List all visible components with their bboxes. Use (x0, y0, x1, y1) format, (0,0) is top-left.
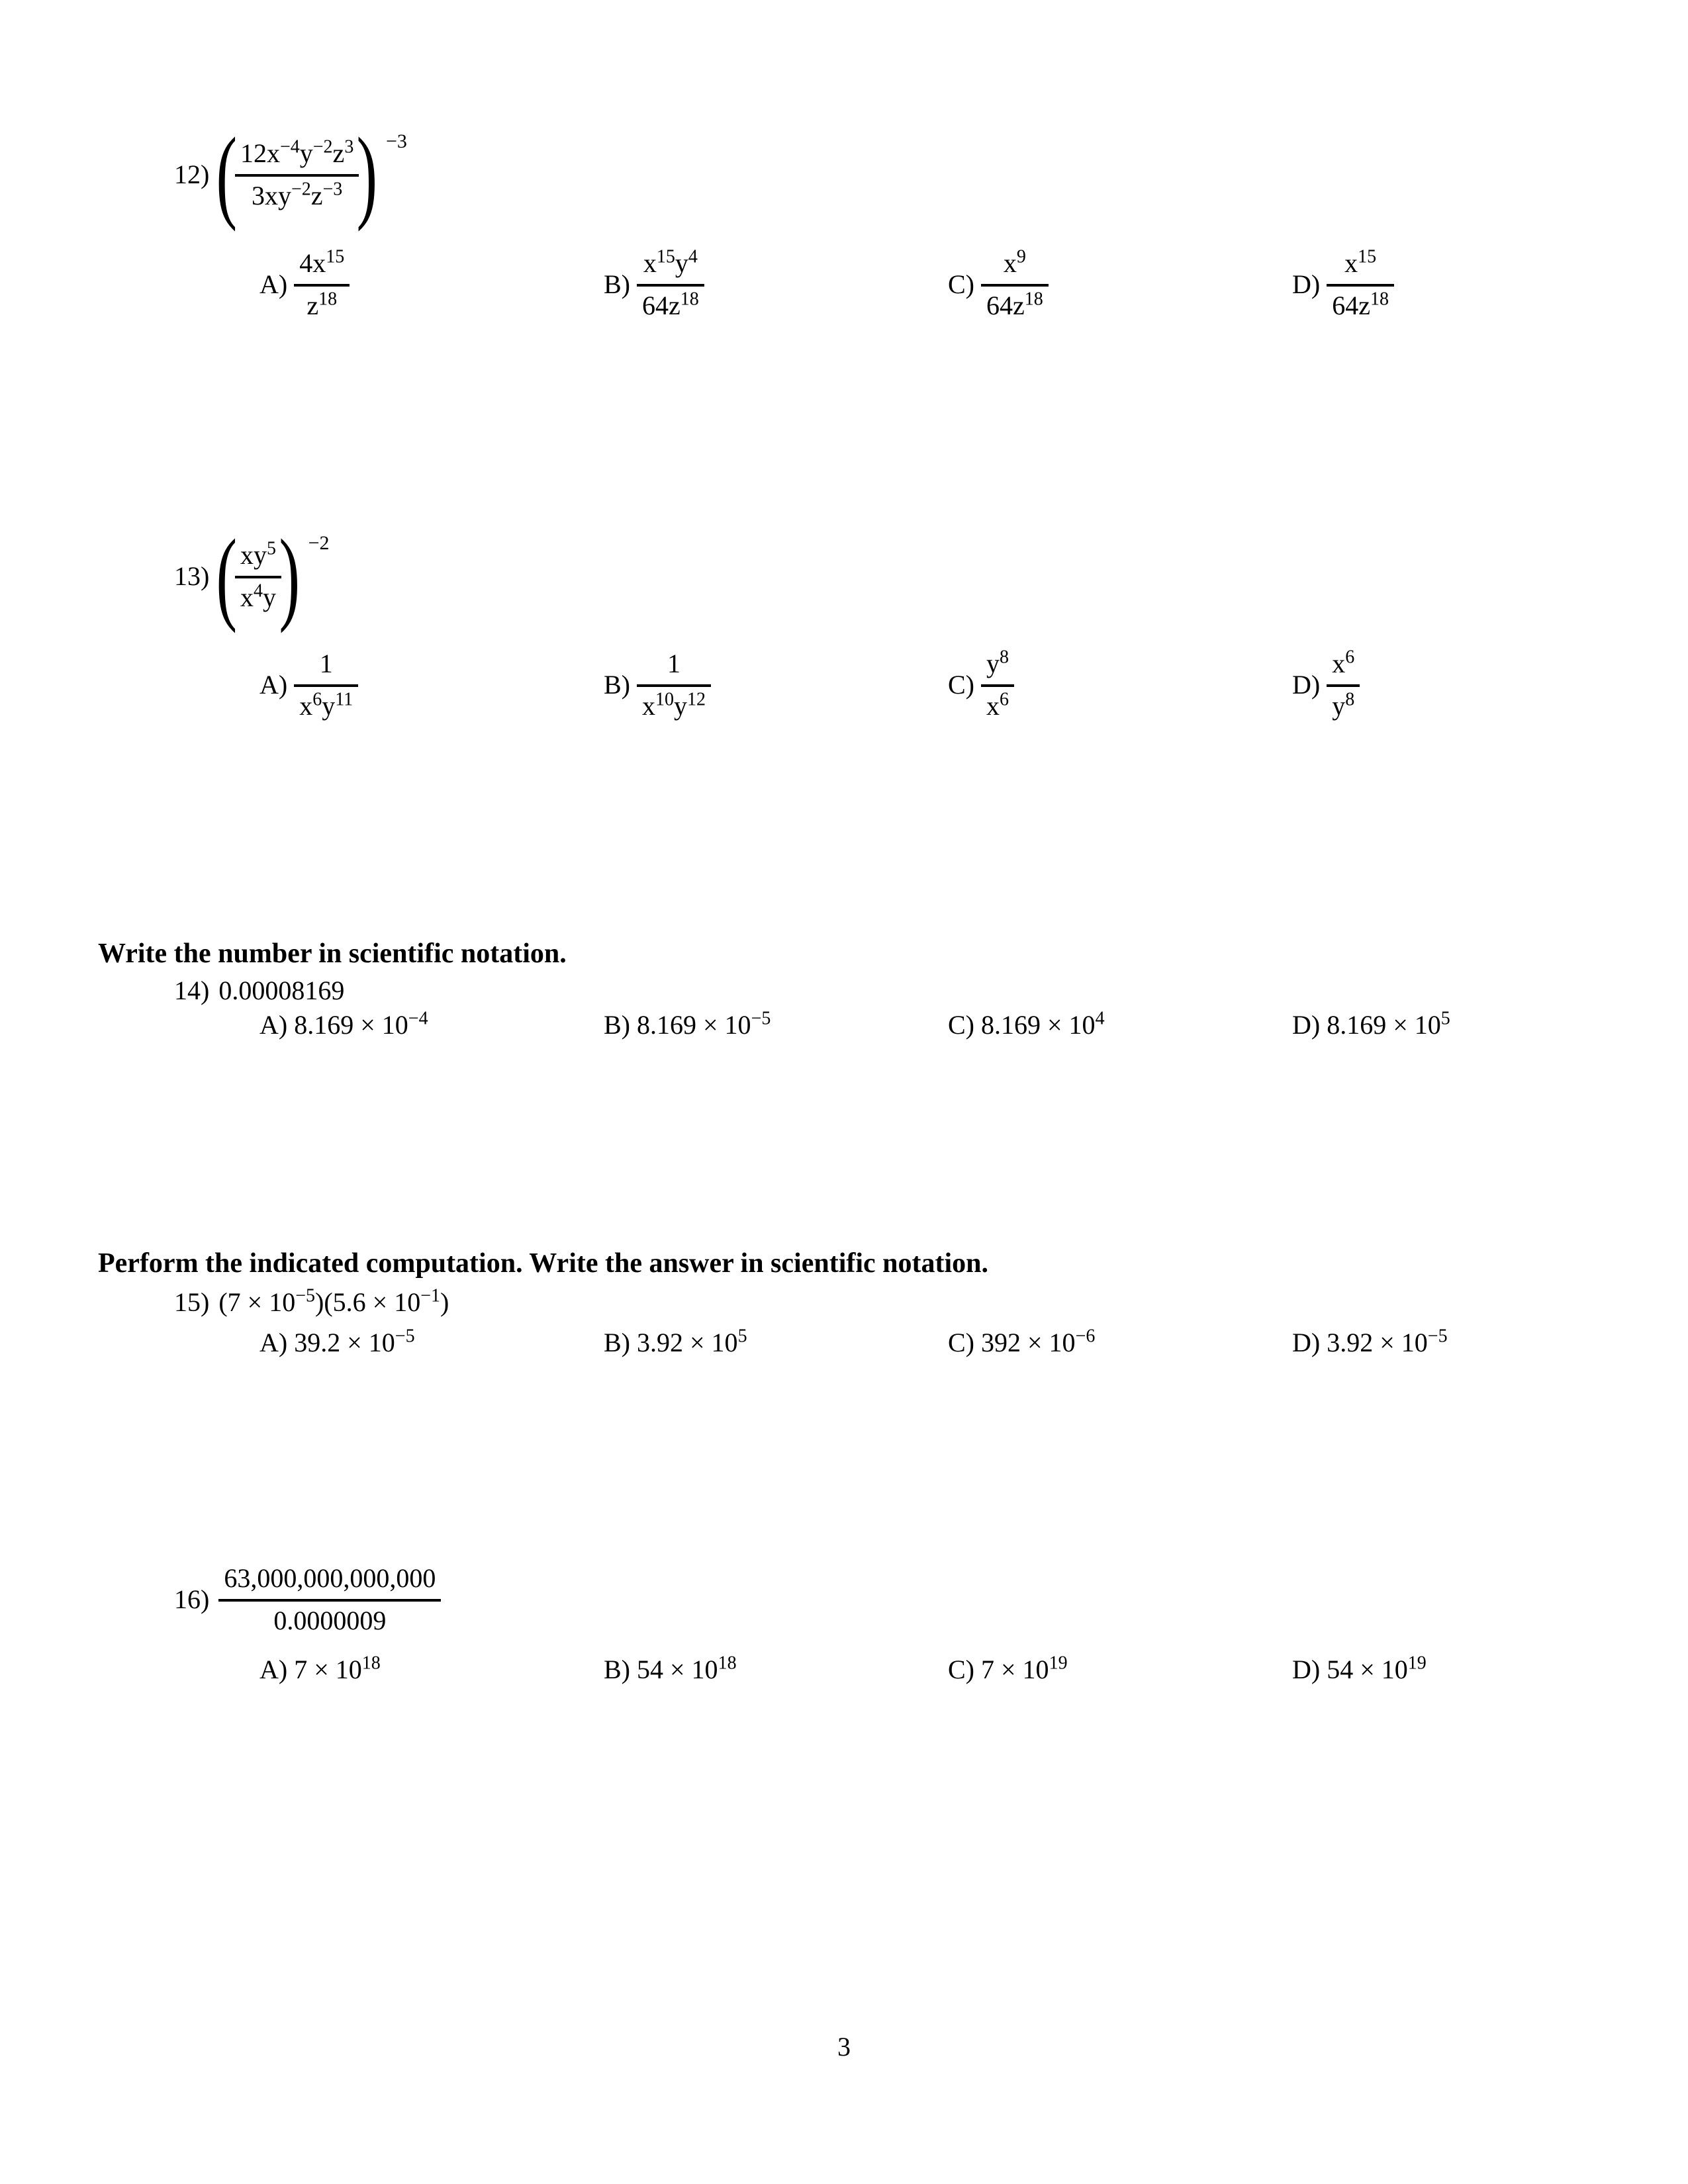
question-16-fraction (218, 1563, 441, 1636)
choice-b (604, 1655, 948, 1685)
choice-a (259, 248, 604, 321)
choice-label: C) (948, 1655, 974, 1684)
choice-label: A) (259, 269, 288, 299)
question-14-number: 14) (174, 976, 210, 1005)
fraction-denominator: $64z^{18}$ (986, 289, 1043, 320)
choice-d (1292, 649, 1636, 721)
choice-label: A) (259, 1010, 288, 1040)
fraction-numerator: $4x^{15}$ (294, 248, 350, 287)
fraction-numerator: 1 (294, 649, 358, 687)
open-paren: ( (216, 116, 238, 232)
choice-value: $7 \times 10^{19}$ (981, 1653, 1068, 1684)
choice-a (259, 649, 604, 721)
question-14-value: 0.00008169 (218, 976, 345, 1005)
choice-value: $39.2 \times 10^{-5}$ (294, 1326, 415, 1357)
choice-label: A) (259, 1655, 288, 1684)
choice-fraction (981, 649, 1014, 721)
choice-c (948, 1328, 1292, 1358)
choice-c (948, 649, 1292, 721)
question-13-stem (174, 518, 330, 634)
fraction-numerator: 1 (637, 649, 711, 687)
choice-value: $54 \times 10^{18}$ (637, 1653, 737, 1684)
choice-label: C) (948, 670, 974, 700)
question-15-expression: $(7 \times 10^{-5})(5.6 \times 10^{-1})$ (218, 1285, 449, 1317)
close-paren: ) (279, 518, 301, 634)
question-12-stem (174, 116, 407, 232)
fraction-numerator: $x^{15}y^4$ (637, 248, 704, 287)
choice-label: A) (259, 670, 288, 700)
choice-a (259, 1655, 604, 1685)
choice-value: $8.169 \times 10^{-5}$ (637, 1008, 771, 1040)
choice-value: $8.169 \times 10^4$ (981, 1008, 1105, 1040)
choice-value: $8.169 \times 10^{-4}$ (294, 1008, 428, 1040)
question-15-number: 15) (174, 1287, 210, 1317)
choice-d (1292, 248, 1636, 321)
choice-value: $392 \times 10^{-6}$ (981, 1326, 1096, 1357)
choice-label: D) (1292, 1655, 1321, 1684)
fraction-numerator: $y^8$ (981, 649, 1014, 687)
question-12-choices (259, 248, 1636, 321)
choice-label: D) (1292, 1010, 1321, 1040)
choice-value: $3.92 \times 10^{-5}$ (1327, 1326, 1448, 1357)
fraction-denominator: $x^6$ (986, 689, 1009, 721)
choice-c (948, 1655, 1292, 1685)
choice-fraction (981, 248, 1049, 321)
question-14-choices (259, 1010, 1636, 1040)
fraction-denominator: $x^4y$ (240, 580, 276, 613)
choice-value: $3.92 \times 10^5$ (637, 1326, 747, 1357)
choice-value: $7 \times 10^{18}$ (294, 1653, 381, 1684)
choice-b (604, 649, 948, 721)
close-paren: ) (356, 116, 378, 232)
choice-label: D) (1292, 269, 1321, 299)
choice-value: $54 \times 10^{19}$ (1327, 1653, 1427, 1684)
question-15-choices (259, 1328, 1636, 1358)
choice-label: C) (948, 1328, 974, 1357)
question-13-choices (259, 649, 1636, 721)
open-paren: ( (216, 518, 238, 634)
fraction-denominator: $z^{18}$ (306, 289, 338, 320)
heading-computation: Perform the indicated computation. Write the answer in scientific notation. (98, 1248, 989, 1279)
fraction-denominator: $x^{10}y^{12}$ (642, 689, 706, 721)
choice-d (1292, 1328, 1636, 1358)
fraction-numerator: $x^6$ (1327, 649, 1360, 687)
question-12-fraction (235, 138, 359, 211)
choice-label: B) (604, 670, 630, 700)
choice-fraction (294, 248, 350, 321)
choice-label: B) (604, 1655, 630, 1684)
question-16-number: 16) (174, 1584, 210, 1614)
choice-value: $8.169 \times 10^5$ (1327, 1008, 1450, 1040)
choice-label: B) (604, 1010, 630, 1040)
fraction-numerator: $x^9$ (981, 248, 1049, 287)
fraction-denominator: 0.0000009 (273, 1606, 387, 1635)
choice-a (259, 1010, 604, 1040)
choice-b (604, 1328, 948, 1358)
fraction-denominator: $y^8$ (1332, 689, 1355, 721)
choice-label: C) (948, 1010, 974, 1040)
page-number: 3 (837, 2032, 851, 2062)
fraction-numerator: $xy^5$ (235, 540, 281, 578)
question-14-stem (174, 976, 344, 1006)
question-15-stem (174, 1287, 449, 1318)
choice-label: D) (1292, 1328, 1321, 1357)
choice-fraction (1327, 248, 1394, 321)
question-13-fraction (235, 540, 281, 613)
choice-a (259, 1328, 604, 1358)
choice-fraction (637, 248, 704, 321)
choice-d (1292, 1655, 1636, 1685)
choice-b (604, 248, 948, 321)
fraction-denominator: $64z^{18}$ (1332, 289, 1389, 320)
fraction-denominator: $64z^{18}$ (642, 289, 699, 320)
choice-d (1292, 1010, 1636, 1040)
question-16-stem (174, 1563, 441, 1636)
fraction-denominator: $x^6y^{11}$ (299, 689, 353, 721)
choice-fraction (1327, 649, 1360, 721)
question-12-number: 12) (174, 159, 210, 190)
fraction-numerator: 63,000,000,000,000 (218, 1563, 441, 1602)
question-13-number: 13) (174, 561, 210, 592)
choice-label: A) (259, 1328, 288, 1357)
choice-c (948, 248, 1292, 321)
choice-fraction (294, 649, 358, 721)
heading-scientific-notation: Write the number in scientific notation. (98, 938, 567, 969)
choice-b (604, 1010, 948, 1040)
choice-label: D) (1292, 670, 1321, 700)
choice-label: B) (604, 1328, 630, 1357)
choice-fraction (637, 649, 711, 721)
choice-label: C) (948, 269, 974, 299)
outer-exponent: −3 (385, 130, 407, 152)
choice-c (948, 1010, 1292, 1040)
choice-label: B) (604, 269, 630, 299)
fraction-denominator: $3xy^{-2}z^{-3}$ (251, 179, 343, 211)
fraction-numerator: $12x^{-4}y^{-2}z^3$ (235, 138, 359, 177)
question-16-choices (259, 1655, 1636, 1685)
fraction-numerator: $x^{15}$ (1327, 248, 1394, 287)
outer-exponent: −2 (308, 532, 330, 554)
